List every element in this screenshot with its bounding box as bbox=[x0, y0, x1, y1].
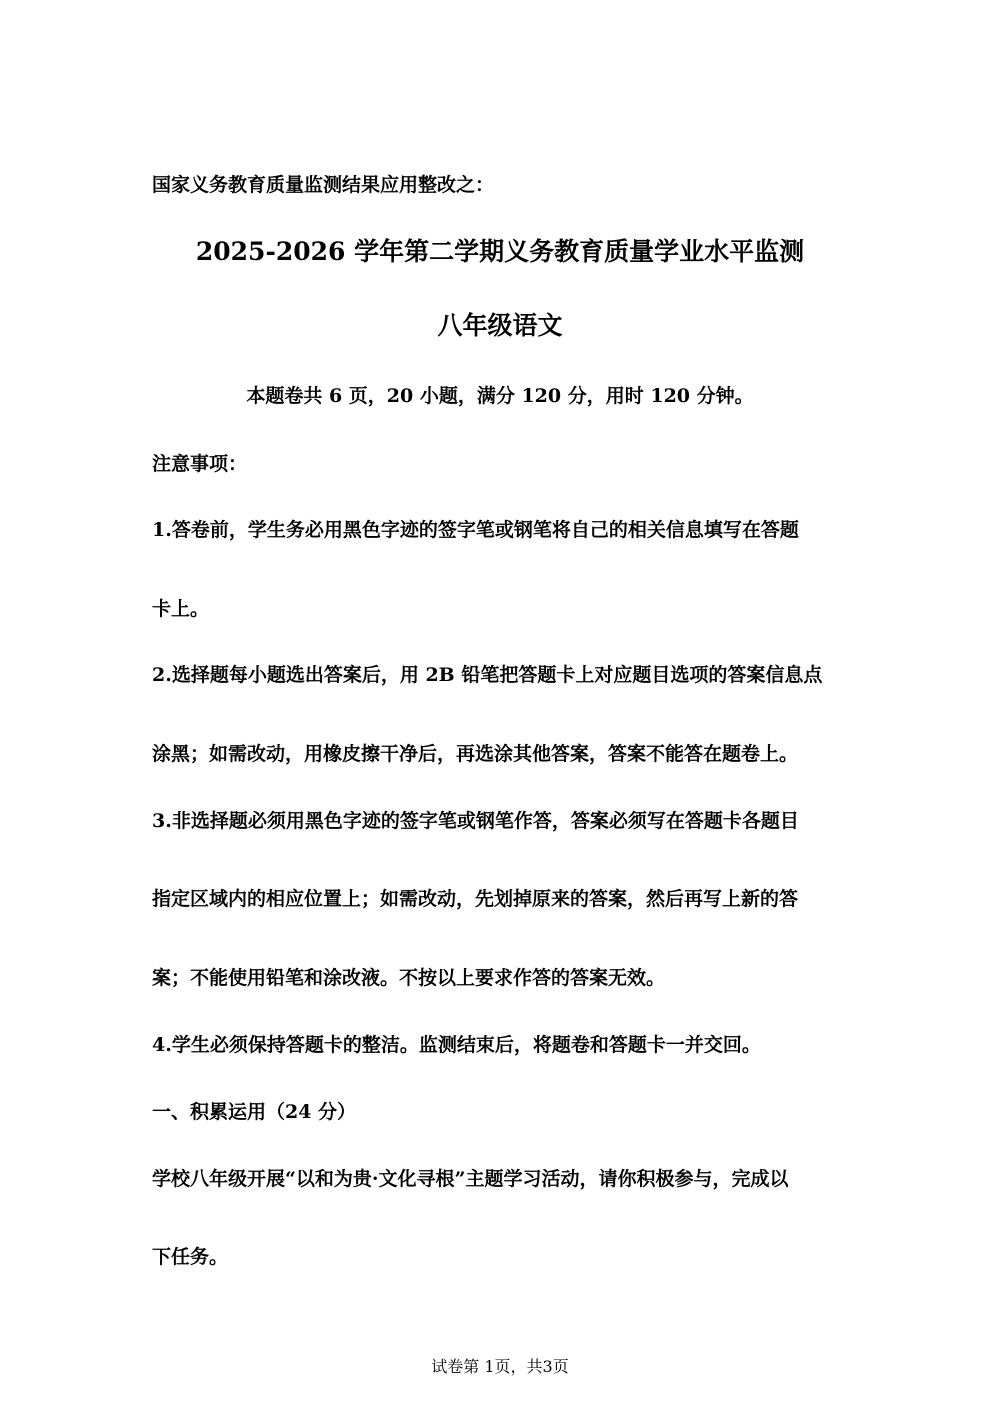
exam-title: 2025-2026 学年第二学期义务教育质量学业水平监测 bbox=[195, 237, 805, 266]
exam-subject: 八年级语文 bbox=[437, 311, 563, 340]
notes-heading: 注意事项： bbox=[152, 453, 248, 475]
note-line-4: 涂黑；如需改动，用橡皮擦干净后，再选涂其他答案，答案不能答在题卷上。 bbox=[152, 743, 799, 765]
note-line-2: 卡上。 bbox=[152, 598, 210, 620]
note-line-7: 案；不能使用铅笔和涂改液。不按以上要求作答的答案无效。 bbox=[152, 967, 666, 989]
page-footer: 试卷第 1页，共3页 bbox=[431, 1357, 569, 1376]
note-line-1: 1.答卷前，学生务必用黑色字迹的签字笔或钢笔将自己的相关信息填写在答题 bbox=[152, 519, 799, 541]
exam-subtitle: 国家义务教育质量监测结果应用整改之： bbox=[152, 174, 495, 196]
section-intro-line-2: 下任务。 bbox=[152, 1246, 229, 1268]
section-heading: 一、积累运用（24 分） bbox=[152, 1101, 357, 1123]
note-line-5: 3.非选择题必须用黑色字迹的签字笔或钢笔作答，答案必须写在答题卡各题目 bbox=[152, 810, 799, 832]
section-intro-line-1: 学校八年级开展“以和为贵·文化寻根”主题学习活动，请你积极参与，完成以 bbox=[152, 1168, 789, 1190]
note-line-8: 4.学生必须保持答题卡的整洁。监测结束后，将题卷和答题卡一并交回。 bbox=[152, 1034, 761, 1056]
note-line-3: 2.选择题每小题选出答案后，用 2B 铅笔把答题卡上对应题目选项的答案信息点 bbox=[152, 664, 823, 686]
note-line-6: 指定区域内的相应位置上；如需改动，先划掉原来的答案，然后再写上新的答 bbox=[152, 888, 799, 910]
exam-summary: 本题卷共 6 页，20 小题，满分 120 分，用时 120 分钟。 bbox=[246, 385, 754, 407]
